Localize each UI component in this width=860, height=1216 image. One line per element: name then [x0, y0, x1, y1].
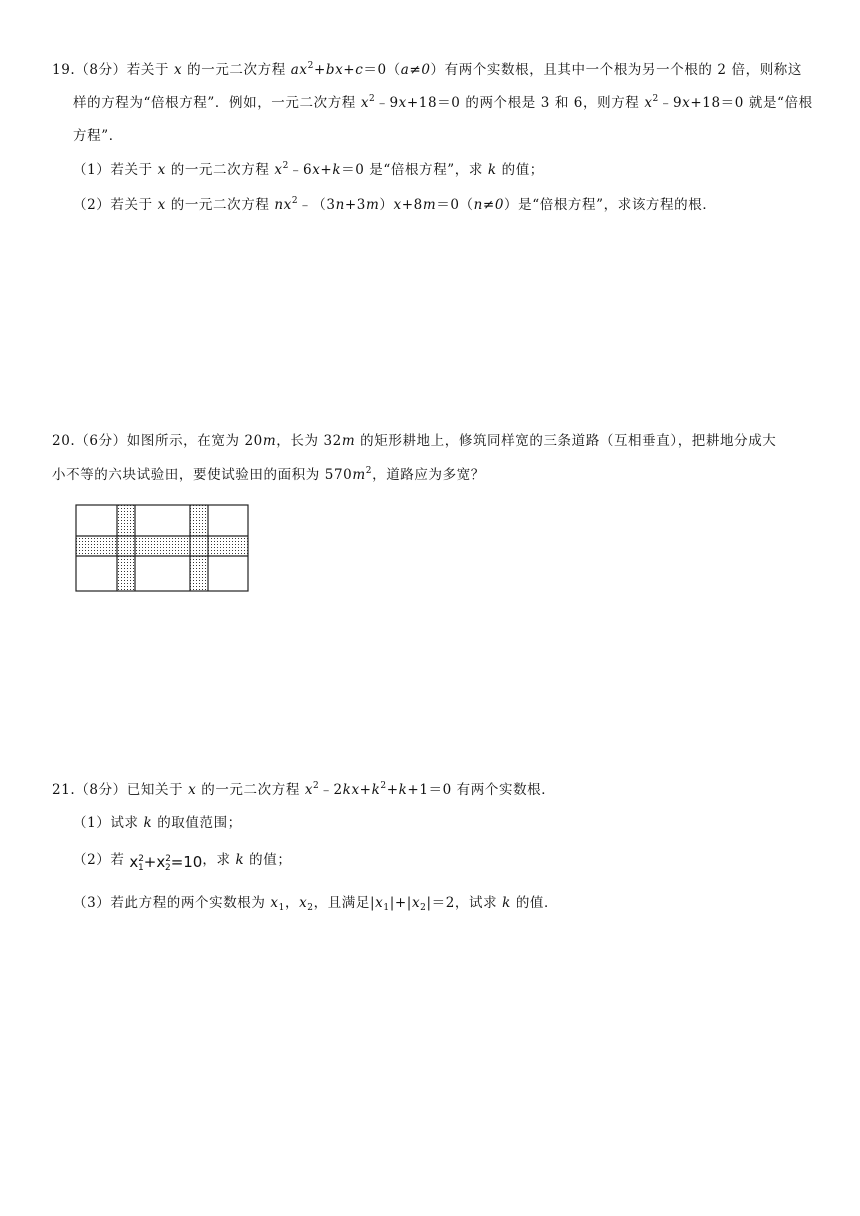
var: x — [270, 895, 279, 911]
text: ，且满足| — [313, 895, 376, 911]
text: =10 — [170, 853, 203, 871]
var: m — [422, 197, 437, 213]
var: +bx+c — [313, 62, 364, 78]
text: 的一元二次方程 — [201, 782, 300, 798]
text: ）有两个实数根，且其中一个根为另一个根的 2 倍，则称这 — [430, 62, 803, 78]
text: ＝0 是“倍根方程”，求 — [341, 162, 483, 178]
var: x — [274, 162, 283, 178]
text: ，长为 32 — [276, 433, 342, 449]
text: ﹣（3 — [298, 197, 336, 213]
var: x — [398, 95, 407, 111]
text: ﹣9 — [658, 95, 683, 111]
var: x — [375, 895, 384, 911]
var: x — [157, 162, 166, 178]
text: 若关于 — [126, 62, 170, 78]
superscript: 2 — [365, 466, 373, 476]
var: k — [502, 895, 511, 911]
q19-line-1 — [52, 60, 802, 80]
text: +18＝0 的两个根是 3 和 6，则方程 — [406, 95, 640, 111]
q20-number: 20. — [52, 433, 76, 449]
text: 方程”． — [73, 128, 123, 144]
text: ＝0（ — [436, 197, 474, 213]
subscript: 1 — [383, 903, 390, 913]
horizontal-road — [76, 536, 248, 556]
text: （1）试求 — [73, 815, 139, 831]
text: |＝2，试求 — [426, 895, 498, 911]
text: ﹣9 — [375, 95, 399, 111]
text: + — [320, 162, 333, 178]
q21-part-2 — [73, 850, 291, 872]
text: ）是“倍根方程”，求该方程的根． — [504, 197, 717, 213]
superscript: 2 — [307, 61, 314, 71]
var: n≠0 — [473, 197, 505, 213]
var: x — [644, 95, 653, 111]
superscript: 2 — [652, 94, 659, 104]
sum-of-squares-equation — [129, 852, 202, 872]
var: x — [157, 197, 166, 213]
var: m — [365, 197, 380, 213]
q19-line-2 — [73, 93, 813, 113]
var: x — [129, 853, 139, 871]
subscript: 1 — [138, 863, 144, 873]
var: x — [188, 782, 197, 798]
text: ，求 — [202, 852, 231, 868]
var: x — [304, 782, 314, 798]
text: + — [386, 782, 399, 798]
text: （3）若此方程的两个实数根为 — [73, 895, 266, 911]
superscript: 2 — [165, 854, 171, 864]
subscript: 2 — [307, 903, 314, 913]
superscript: 2 — [291, 196, 299, 206]
q19-number: 19. — [52, 62, 76, 78]
var: k — [143, 815, 153, 831]
var: kx — [342, 782, 360, 798]
q21-line-1 — [52, 780, 555, 800]
superscript: 2 — [282, 161, 289, 171]
text: +18＝0 就是“倍根 — [690, 95, 813, 111]
var: +x — [143, 853, 166, 871]
text: |+| — [389, 895, 412, 911]
q21-score: （8分） — [75, 782, 127, 798]
var: a≠0 — [400, 62, 431, 78]
text: 的一元二次方程 — [170, 197, 270, 213]
text: 的值； — [249, 852, 292, 868]
text: +1＝0 有两个实数根． — [407, 782, 556, 798]
var: ax — [290, 62, 308, 78]
var: x — [299, 895, 308, 911]
subscript: 2 — [420, 903, 427, 913]
text: 的值； — [501, 162, 544, 178]
text: （2）若 — [73, 852, 125, 868]
text: 的一元二次方程 — [187, 62, 286, 78]
superscript: 2 — [380, 781, 387, 791]
var: x — [393, 197, 402, 213]
text: ＝0（ — [363, 62, 401, 78]
text: 的矩形耕地上，修筑同样宽的三条道路（互相垂直），把耕地分成大 — [360, 433, 777, 449]
var: x — [312, 162, 321, 178]
var: m — [262, 433, 277, 449]
q20-score: （6分） — [75, 433, 127, 449]
var: m — [341, 433, 356, 449]
subscript: 1 — [278, 903, 285, 913]
q20-line-2 — [52, 465, 485, 485]
text: （2）若关于 — [73, 197, 153, 213]
field-roads-figure — [75, 504, 249, 592]
text: ﹣6 — [288, 162, 313, 178]
q21-part-1 — [73, 813, 242, 833]
text: 的一元二次方程 — [170, 162, 270, 178]
var: k — [371, 782, 381, 798]
text: 的取值范围； — [157, 815, 242, 831]
var: x — [682, 95, 691, 111]
text: 样的方程为“倍根方程”．例如，一元二次方程 — [73, 95, 356, 111]
text: +8 — [401, 197, 423, 213]
q20-line-1 — [52, 431, 776, 451]
text: + — [359, 782, 372, 798]
var-x: x — [174, 62, 183, 78]
text: 如图所示，在宽为 20 — [126, 433, 263, 449]
text: ） — [379, 197, 394, 213]
var: x — [360, 95, 370, 111]
var: k — [487, 162, 497, 178]
q19-part-1 — [73, 160, 544, 180]
var: k — [398, 782, 408, 798]
text: ，道路应为多宽？ — [372, 467, 485, 483]
superscript: 2 — [369, 94, 376, 104]
subscript: 2 — [164, 863, 171, 873]
var: nx — [274, 197, 292, 213]
text: ﹣2 — [319, 782, 343, 798]
superscript: 2 — [313, 781, 320, 791]
var: k — [235, 852, 245, 868]
text: 小不等的六块试验田，要使试验田的面积为 570 — [52, 467, 353, 483]
var: x — [411, 895, 421, 911]
text: 已知关于 — [126, 782, 184, 798]
text: （1）若关于 — [73, 162, 153, 178]
var: k — [332, 162, 342, 178]
q19-score: （8分） — [75, 62, 127, 78]
q19-part-2 — [73, 195, 716, 215]
q19-line-3 — [73, 126, 123, 146]
var: m — [352, 467, 366, 483]
var: n — [335, 197, 345, 213]
superscript: 2 — [138, 854, 145, 864]
text: ， — [284, 895, 300, 911]
text: +3 — [344, 197, 366, 213]
q21-number: 21. — [52, 782, 76, 798]
q21-part-3 — [73, 893, 558, 913]
text: 的值． — [515, 895, 559, 911]
